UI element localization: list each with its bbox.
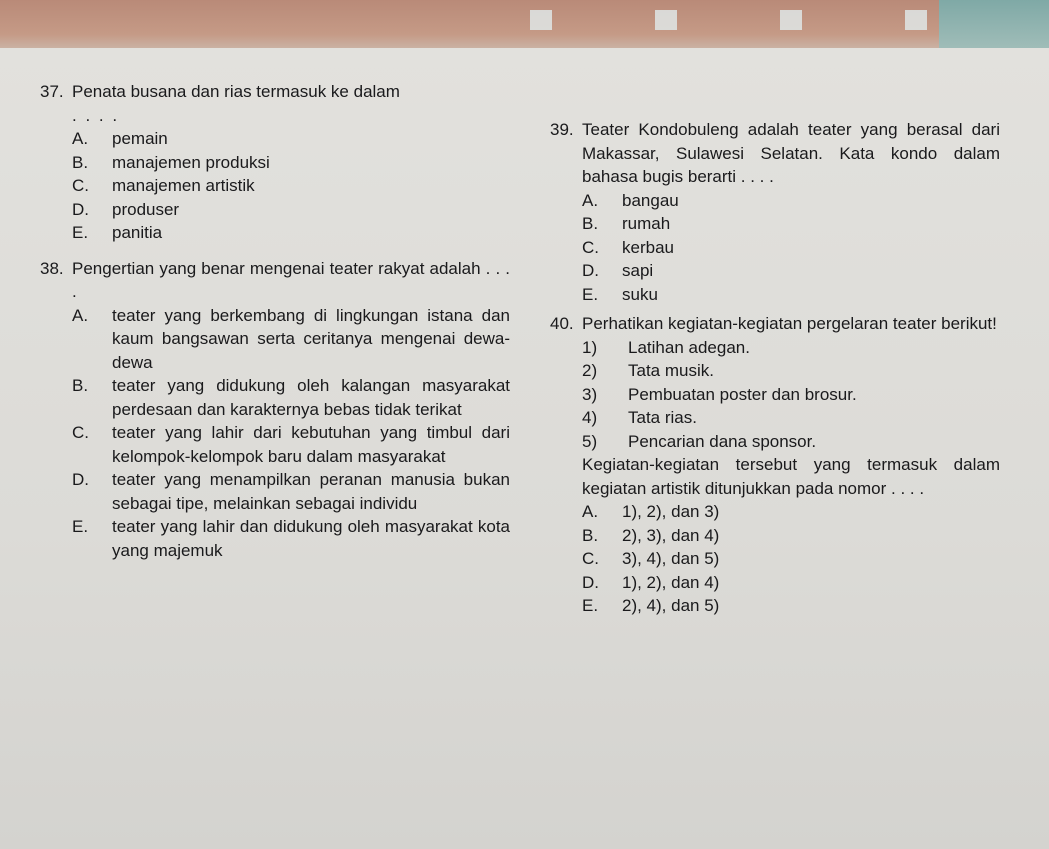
question-stem: Perhatikan kegiatan-kegiatan pergelaran teater berikut! — [582, 314, 997, 333]
question-40 — [550, 312, 1000, 618]
question-number: 38. — [40, 258, 64, 278]
option-e: E. suku — [582, 284, 658, 304]
question-number: 40. — [550, 314, 574, 333]
option-b: B. manajemen produksi — [72, 152, 270, 172]
question-stem: Penata busana dan rias termasuk ke dalam — [72, 82, 400, 101]
option-c: C. kerbau — [582, 237, 674, 257]
background-mark — [905, 10, 927, 30]
option-c: C. 3), 4), dan 5) — [582, 549, 720, 568]
question-number: 39. — [550, 120, 574, 139]
left-column — [40, 80, 510, 562]
option-c: C. manajemen artistik — [72, 176, 255, 195]
option-d: D. sapi — [582, 261, 654, 280]
background-mark — [530, 10, 552, 30]
option-d: D. produser — [72, 199, 180, 219]
question-stem: Pengertian yang benar mengenai teater rakyat adalah . . . . — [72, 258, 510, 301]
question-followup: Kegiatan-kegiatan tersebut yang termasuk dalam kegiatan artistik ditunjukkan pada nomor . . . . — [582, 455, 1000, 498]
option-a: A. 1), 2), dan 3) — [582, 502, 720, 521]
question-number: 37. — [40, 82, 64, 101]
list-item: 4) Tata rias. — [582, 408, 697, 427]
option-d: D. teater yang menampilkan peranan manusia bukan sebagai tipe, melainkan sebagai individu — [72, 470, 510, 513]
right-column — [550, 118, 1000, 618]
option-e: E. panitia — [72, 223, 163, 242]
option-c: C. teater yang lahir dari kebutuhan yang timbul dari kelompok-kelompok baru dalam masyarakat — [72, 423, 510, 466]
list-item: 5) Pencarian dana sponsor. — [582, 431, 817, 451]
question-stem: Teater Kondobuleng adalah teater yang berasal dari Makassar, Sulawesi Selatan. Kata kondo dalam bahasa bugis berarti . . . . — [582, 120, 1000, 186]
background-mark — [655, 10, 677, 30]
option-a: A. teater yang berkembang di lingkungan istana dan kaum bangsawan serta ceritanya mengenai dewa-dewa — [72, 305, 510, 372]
question-39 — [550, 118, 1000, 306]
list-item: 2) Tata musik. — [582, 361, 714, 380]
option-b: B. rumah — [582, 214, 671, 233]
option-d: D. 1), 2), dan 4) — [582, 572, 720, 592]
option-b: B. teater yang didukung oleh kalangan masyarakat perdesaan dan karakternya bebas tidak terikat — [72, 376, 510, 419]
question-38 — [40, 257, 510, 563]
list-item: 1) Latihan adegan. — [582, 337, 750, 357]
option-e: E. 2), 4), dan 5) — [582, 596, 720, 615]
background-mark — [780, 10, 802, 30]
option-b: B. 2), 3), dan 4) — [582, 525, 720, 545]
question-stem-dots: . . . . — [72, 105, 120, 125]
option-a: A. pemain — [72, 129, 168, 148]
spacer — [40, 245, 510, 257]
question-37 — [40, 80, 510, 245]
option-e: E. teater yang lahir dan didukung oleh masyarakat kota yang majemuk — [72, 517, 510, 560]
list-item: 3) Pembuatan poster dan brosur. — [582, 384, 857, 404]
option-a: A. bangau — [582, 190, 679, 210]
